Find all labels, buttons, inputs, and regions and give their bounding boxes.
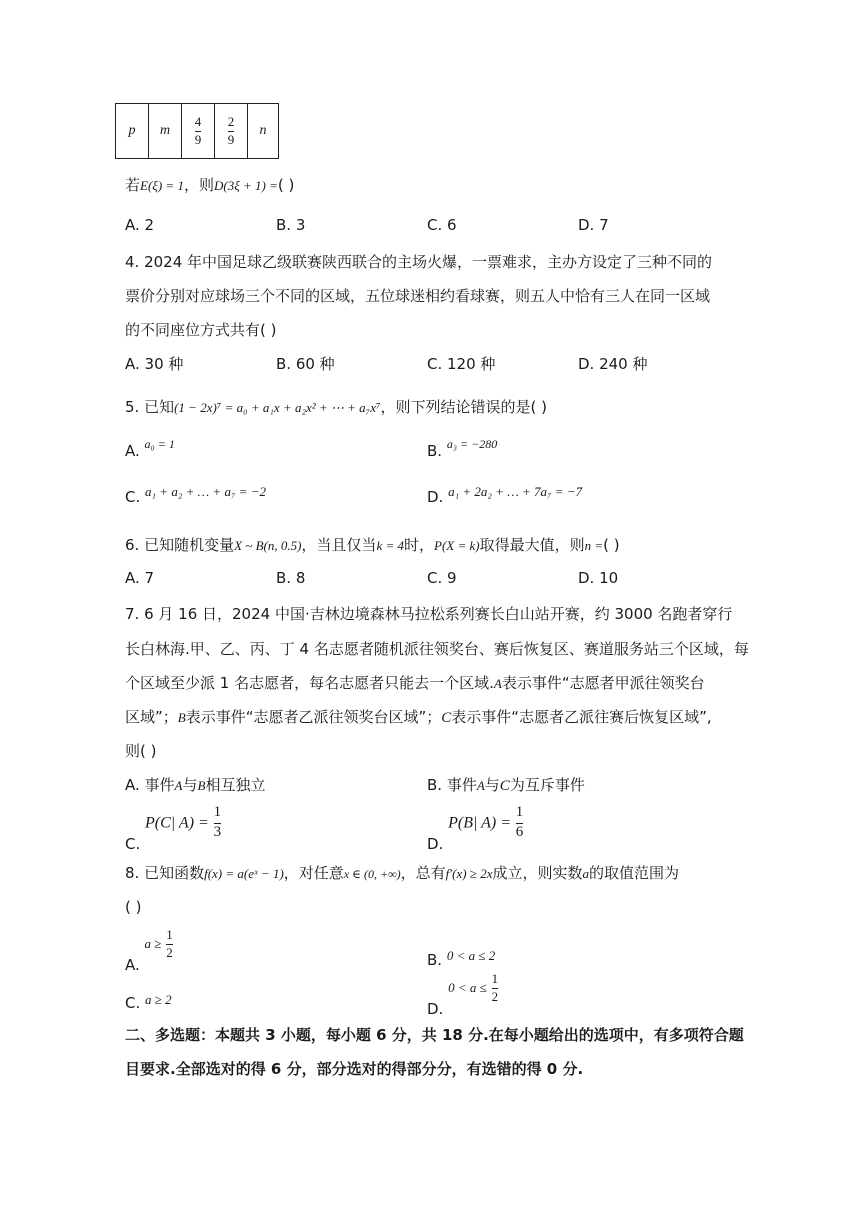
q4-stem-line1: 4. 2024 年中国足球乙级联赛陕西联合的主场火爆，一票难求，主办方设定了三种不同的: [125, 253, 713, 271]
q5-option-d: D. a₁ + 2a₂ + … + 7a₇ = −7: [427, 484, 583, 506]
q4-option-a: A. 30 种: [125, 355, 184, 373]
distribution-table: [115, 103, 279, 159]
q7-stem-line4: 区域”；B表示事件“志愿者乙派往领奖台区域”；C表示事件“志愿者乙派往赛后恢复区域”,: [125, 708, 712, 726]
table-cell-2-9: $\frac{2}{9}$: [215, 104, 248, 159]
q4-stem-line3: 的不同座位方式共有( ): [125, 321, 277, 339]
q8-option-b: B. 0 < a ≤ 2: [427, 948, 496, 969]
q7-stem-line3: 个区域至少派 1 名志愿者，每名志愿者只能去一个区域.A表示事件“志愿者甲派往领奖台: [125, 674, 705, 692]
q8-stem-line1: 8. 已知函数f(x) = a(eˣ − 1)，对任意x ∈ (0, +∞)，总有f′(x) ≥ 2x成立，则实数a的取值范围为: [125, 864, 679, 882]
q5-option-c: C. a₁ + a₂ + … + a₇ = −2: [125, 484, 267, 506]
q3-stem: 若E(ξ) = 1，则D(3ξ + 1) =( ): [125, 176, 295, 194]
q5-stem: 5. 已知(1 − 2x)⁷ = a₀ + a₁x + a₂x² + ⋯ + a₇x⁷，则下列结论错误的是( ): [125, 398, 547, 416]
q5-option-a: A. $^{a_0 = 1}$: [125, 437, 175, 460]
table-cell-4-9: $\frac{4}{9}$: [182, 104, 215, 159]
q6-option-d: D. 10: [578, 569, 619, 587]
table-header-p: p: [116, 104, 149, 159]
q6-stem: 6. 已知随机变量X ~ B(n, 0.5)，当且仅当k = 4时，P(X = k)取得最大值，则n =( ): [125, 536, 620, 554]
q8-option-a: A. a ≥ $\frac{1}{2}$: [125, 927, 173, 975]
q8-option-c: C. a ≥ 2: [125, 992, 172, 1012]
q3-option-c: C. 6: [427, 216, 457, 234]
section2-heading-line2: 目要求.全部选对的得 6 分，部分选对的得部分分，有选错的得 0 分.: [125, 1060, 584, 1078]
q3-option-a: A. 2: [125, 216, 155, 234]
q8-option-d: D. 0 < a ≤ $\frac{1}{2}$: [427, 971, 499, 1019]
q7-stem-line5: 则( ): [125, 742, 157, 760]
q3-option-d: D. 7: [578, 216, 609, 234]
q7-stem-line2: 长白林海.甲、乙、丙、丁 4 名志愿者随机派往领奖台、赛后恢复区、赛道服务站三个区域，每: [125, 640, 749, 658]
q7-option-a: A. 事件A与B相互独立: [125, 776, 266, 794]
q5-option-b: B. $^{a_3 = -280}$: [427, 437, 498, 460]
q6-option-c: C. 9: [427, 569, 457, 587]
q7-stem-line1: 7. 6 月 16 日，2024 中国·吉林边境森林马拉松系列赛长白山站开赛，约 3000 名跑者穿行: [125, 605, 733, 623]
q7-option-c: C. P(C| A) = $\frac{1}{3}$: [125, 804, 222, 854]
q4-option-c: C. 120 种: [427, 355, 496, 373]
table-cell-m: m: [149, 104, 182, 159]
q7-option-d: D. P(B| A) = $\frac{1}{6}$: [427, 804, 524, 854]
q4-option-b: B. 60 种: [276, 355, 335, 373]
q3-option-b: B. 3: [276, 216, 306, 234]
q4-stem-line2: 票价分别对应球场三个不同的区域，五位球迷相约看球赛，则五人中恰有三人在同一区域: [125, 287, 711, 305]
table-cell-n: n: [248, 104, 279, 159]
section2-heading-line1: 二、多选题：本题共 3 小题，每小题 6 分，共 18 分.在每小题给出的选项中，有多项符合题: [125, 1026, 744, 1044]
q8-stem-line2: ( ): [125, 898, 142, 916]
q4-option-d: D. 240 种: [578, 355, 648, 373]
q6-option-a: A. 7: [125, 569, 155, 587]
q7-option-b: B. 事件A与C为互斥事件: [427, 776, 585, 794]
q6-option-b: B. 8: [276, 569, 306, 587]
